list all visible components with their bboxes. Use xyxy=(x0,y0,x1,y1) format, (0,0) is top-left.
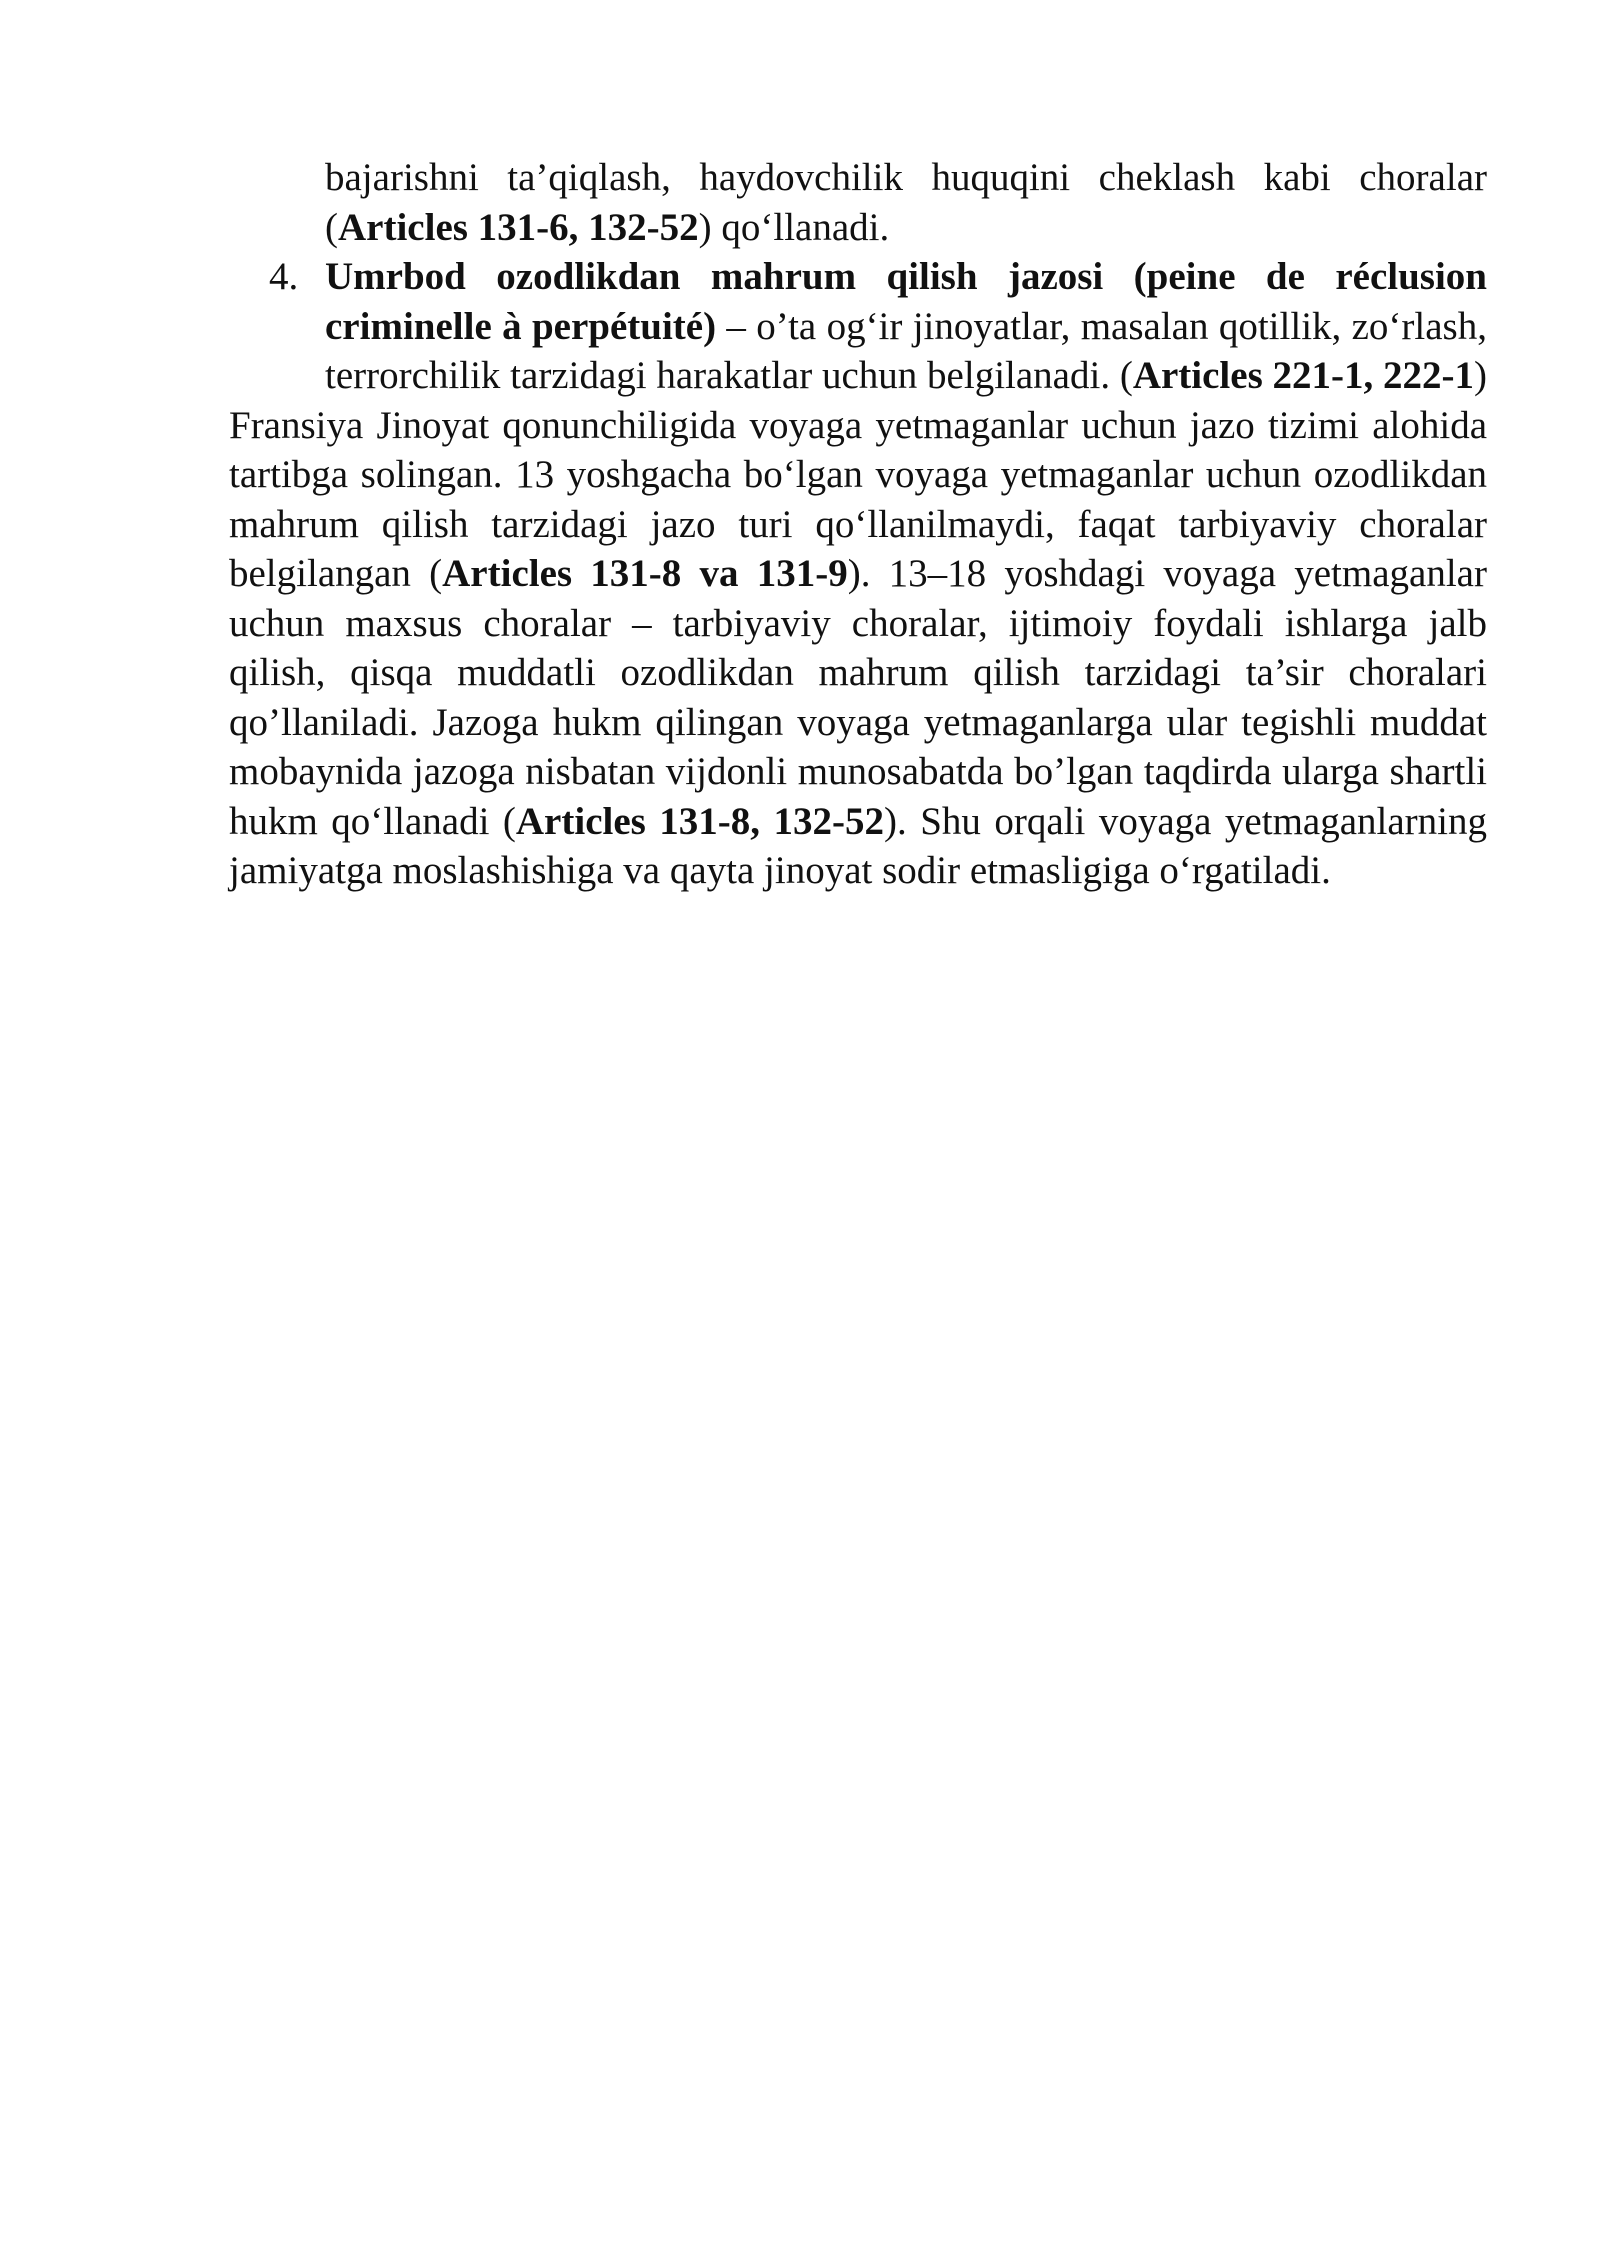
list-item-text: ) qo‘llanadi. xyxy=(698,205,890,249)
list-item-4 xyxy=(269,252,1487,401)
list-item-text: ) xyxy=(1473,354,1487,397)
list-item-continuation xyxy=(325,153,1487,252)
body-paragraph xyxy=(229,401,1487,896)
list-item-text: – o’ta og‘ir jinoyatlar, masalan qotillik, zo‘rlash, terrorchilik tarzidagi harakatlar uchun belgilanadi. ( xyxy=(325,304,1487,397)
list-number: 4. xyxy=(269,255,299,298)
article-reference: Articles 131-6, 132-52 xyxy=(338,205,699,249)
article-reference: Articles 131-8, 132-52 xyxy=(515,799,884,843)
document-page xyxy=(229,153,1487,896)
list-item-title: Umrbod ozodlikdan mahrum qilish jazosi (peine de réclusion criminelle à perpétuité) xyxy=(325,255,1487,348)
paragraph-text: ). Shu orqali voyaga yetmaganlarning jamiyatga moslashishiga va qayta jinoyat sodir etmasligiga o‘rgatiladi. xyxy=(229,799,1487,892)
paragraph-text: ). 13–18 yoshdagi voyaga yetmaganlar uchun maxsus choralar – tarbiyaviy choralar, ijtimoiy foydali ishlarga jalb qilish, qisqa muddatli ozodlikdan mahrum qilish tarzidagi ta’sir choralari qo’llaniladi. Jazoga hukm qilingan voyaga yetmaganlarga ular tegishli muddat mobaynida jazoga nisbatan vijdonli munosabatda bo’lgan taqdirda ularga shartli hukm qo‘llanadi ( xyxy=(229,552,1487,843)
list-item-text: bajarishni ta’qiqlash, haydovchilik huquqini cheklash kabi choralar ( xyxy=(325,156,1487,249)
article-reference: Articles 221-1, 222-1 xyxy=(1132,354,1474,397)
article-reference: Articles 131-8 va 131-9 xyxy=(442,552,848,595)
paragraph-text: Fransiya Jinoyat qonunchiligida voyaga yetmaganlar uchun jazo tizimi alohida tartibga solingan. 13 yoshgacha bo‘lgan voyaga yetmaganlar uchun ozodlikdan mahrum qilish tarzidagi jazo turi qo‘llanilmaydi, faqat tarbiyaviy choralar belgilangan ( xyxy=(229,403,1487,595)
